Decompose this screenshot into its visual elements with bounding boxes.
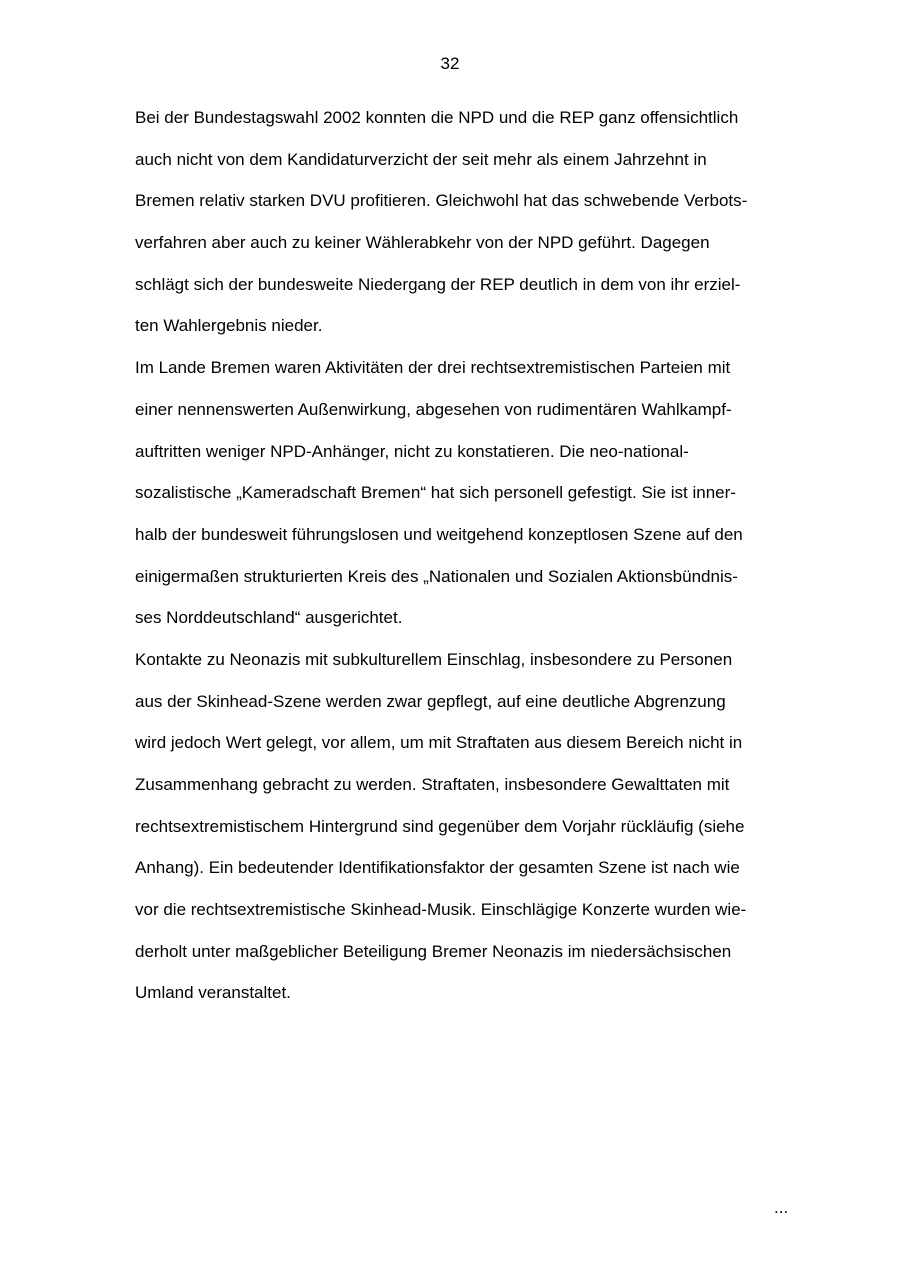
page-number: 32 [440,54,460,73]
continuation-mark: ... [774,1198,789,1217]
text-line: ten Wahlergebnis nieder. [135,316,323,336]
text-line: Kontakte zu Neonazis mit subkulturellem Einschlag, insbesondere zu Personen [135,649,733,669]
text-line: halb der bundesweit führungslosen und weitgehend konzeptlosen Szene auf den [135,524,743,544]
text-line: derholt unter maßgeblicher Beteiligung Bremer Neonazis im niedersächsischen [135,941,732,961]
text-line: Anhang). Ein bedeutender Identifikationsfaktor der gesamten Szene ist nach wie [135,858,740,878]
text-line: vor die rechtsextremistische Skinhead-Musik. Einschlägige Konzerte wurden wie- [135,900,747,920]
text-line: einigermaßen strukturierten Kreis des „Nationalen und Sozialen Aktionsbündnis- [135,566,738,586]
text-line: sozalistische „Kameradschaft Bremen“ hat sich personell gefestigt. Sie ist inner- [135,483,736,503]
paragraph-3 [135,639,815,1014]
paragraph-2 [135,347,815,639]
paragraph-1 [135,97,815,347]
text-line: rechtsextremistischem Hintergrund sind gegenüber dem Vorjahr rückläufig (siehe [135,816,745,836]
text-line: Im Lande Bremen waren Aktivitäten der drei rechtsextremistischen Parteien mit [135,358,731,378]
text-line: Umland veranstaltet. [135,983,291,1003]
text-line: auch nicht von dem Kandidaturverzicht der seit mehr als einem Jahrzehnt in [135,149,707,169]
text-line: auftritten weniger NPD-Anhänger, nicht zu konstatieren. Die neo-national- [135,441,689,461]
text-line: Bei der Bundestagswahl 2002 konnten die NPD und die REP ganz offensichtlich [135,108,739,127]
text-line: aus der Skinhead-Szene werden zwar gepflegt, auf eine deutliche Abgrenzung [135,691,726,711]
body-text [135,97,815,1014]
text-line: verfahren aber auch zu keiner Wählerabkehr von der NPD geführt. Dagegen [135,233,710,253]
text-line: einer nennenswerten Außenwirkung, abgesehen von rudimentären Wahlkampf- [135,399,732,419]
text-line: ses Norddeutschland“ ausgerichtet. [135,608,403,628]
text-line: Bremen relativ starken DVU profitieren. Gleichwohl hat das schwebende Verbots- [135,191,748,211]
text-line: schlägt sich der bundesweite Niedergang der REP deutlich in dem von ihr erziel- [135,274,741,294]
text-line: wird jedoch Wert gelegt, vor allem, um mit Straftaten aus diesem Bereich nicht in [135,733,743,753]
text-line: Zusammenhang gebracht zu werden. Straftaten, insbesondere Gewalttaten mit [135,775,730,794]
